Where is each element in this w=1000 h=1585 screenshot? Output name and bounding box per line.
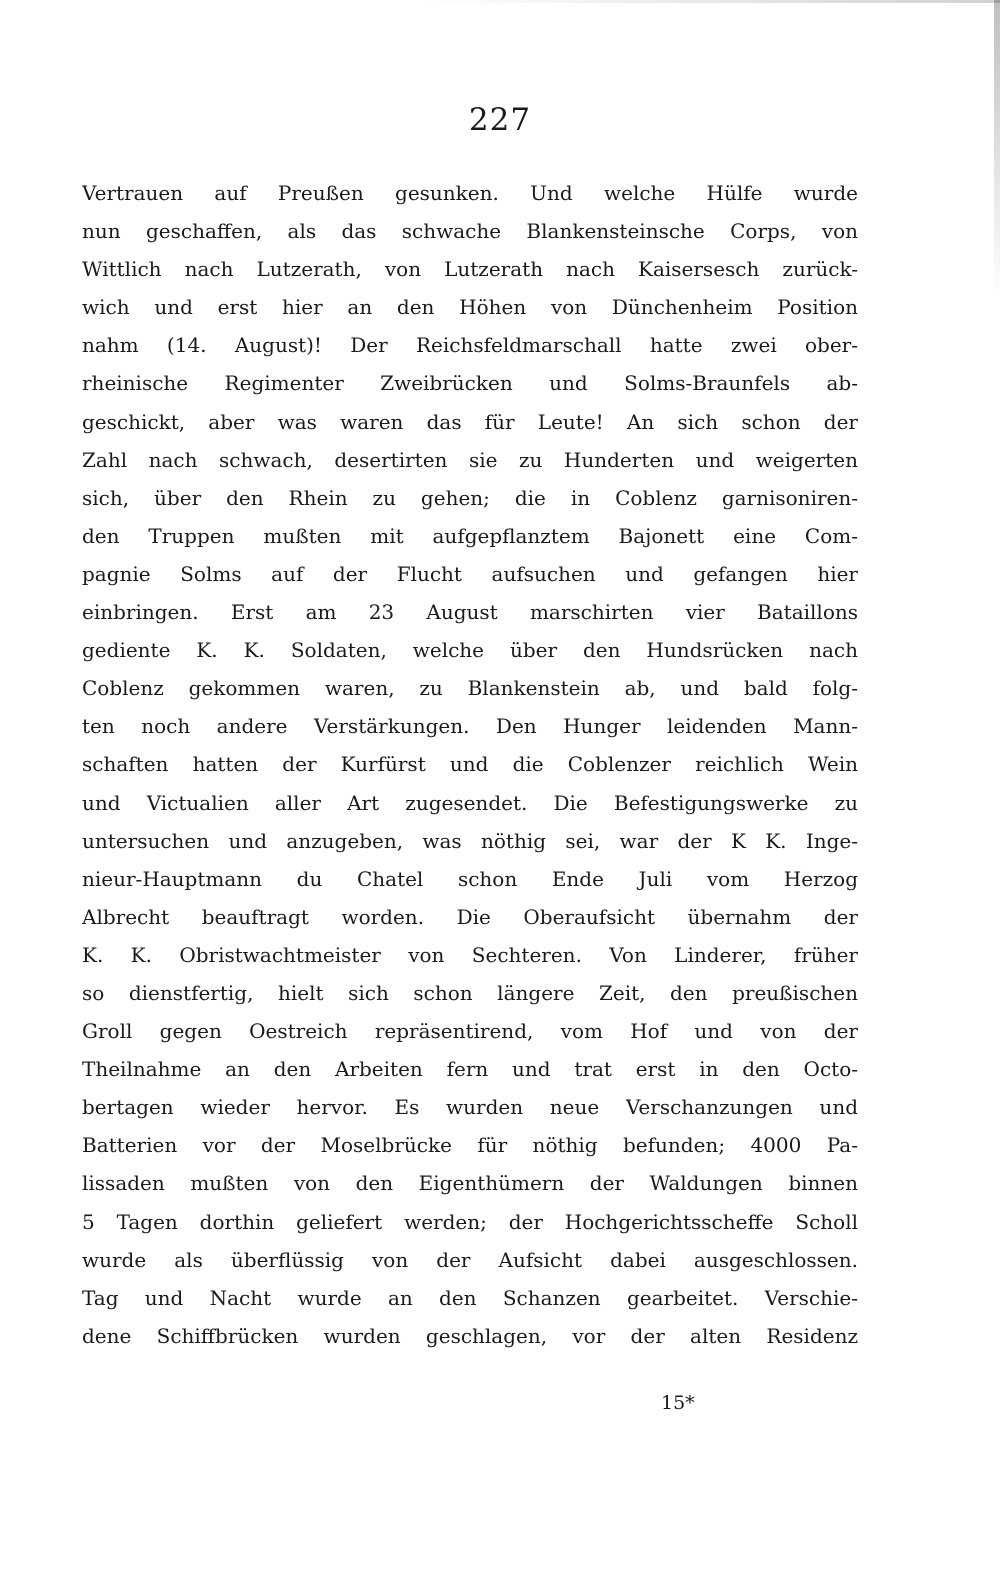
text-line: Theilnahme an den Arbeiten fern und trat erst in den Octo- <box>82 1057 858 1082</box>
text-line: geschickt, aber was waren das für Leute! An sich schon der <box>82 409 858 434</box>
text-line: ten noch andere Verstärkungen. Den Hunger leidenden Mann- <box>82 714 858 739</box>
text-line: Tag und Nacht wurde an den Schanzen gearbeitet. Verschie- <box>82 1285 858 1310</box>
body-text <box>82 174 858 1355</box>
text-line: schaften hatten der Kurfürst und die Coblenzer reichlich Wein <box>82 752 858 777</box>
scan-top-edge-shadow <box>420 0 1000 3</box>
text-line: lissaden mußten von den Eigenthümern der Waldungen binnen <box>82 1171 858 1196</box>
text-line: wurde als überflüssig von der Aufsicht dabei ausgeschlossen. <box>82 1247 858 1272</box>
text-line: dene Schiffbrücken wurden geschlagen, vor der alten Residenz <box>82 1323 858 1348</box>
text-line: nahm (14. August)! Der Reichsfeldmarschall hatte zwei ober- <box>82 333 858 358</box>
text-line: Vertrauen auf Preußen gesunken. Und welche Hülfe wurde <box>82 181 858 205</box>
text-line: Coblenz gekommen waren, zu Blankenstein ab, und bald folg- <box>82 676 858 701</box>
text-line: rheinische Regimenter Zweibrücken und Solms-Braunfels ab- <box>82 371 858 396</box>
text-line: K. K. Obristwachtmeister von Sechteren. Von Linderer, früher <box>82 942 858 967</box>
text-line: gediente K. K. Soldaten, welche über den Hundsrücken nach <box>82 638 858 663</box>
page-number: 227 <box>468 102 532 138</box>
text-line: pagnie Solms auf der Flucht aufsuchen und gefangen hier <box>82 561 858 586</box>
text-line: 5 Tagen dorthin geliefert werden; der Hochgerichtsscheffe Scholl <box>82 1209 858 1234</box>
text-line: bertagen wieder hervor. Es wurden neue Verschanzungen und <box>82 1095 858 1120</box>
text-line: Groll gegen Oestreich repräsentirend, vom Hof und von der <box>82 1019 858 1044</box>
text-line: Zahl nach schwach, desertirten sie zu Hunderten und weigerten <box>82 447 858 472</box>
scan-right-edge-shadow <box>994 0 1000 300</box>
text-line: einbringen. Erst am 23 August marschirten vier Bataillons <box>82 600 858 625</box>
text-line: wich und erst hier an den Höhen von Dünchenheim Position <box>82 295 858 320</box>
text-line: Wittlich nach Lutzerath, von Lutzerath nach Kaisersesch zurück- <box>82 257 858 282</box>
text-line: so dienstfertig, hielt sich schon längere Zeit, den preußischen <box>82 980 858 1005</box>
text-line: und Victualien aller Art zugesendet. Die Befestigungswerke zu <box>82 790 858 815</box>
text-line: Batterien vor der Moselbrücke für nöthig befunden; 4000 Pa- <box>82 1133 858 1158</box>
text-line: sich, über den Rhein zu gehen; die in Coblenz garnisoniren- <box>82 485 858 510</box>
text-line: nieur-Hauptmann du Chatel schon Ende Juli vom Herzog <box>82 866 858 891</box>
text-line: nun geschaffen, als das schwache Blankensteinsche Corps, von <box>82 219 858 244</box>
text-line: Albrecht beauftragt worden. Die Oberaufsicht übernahm der <box>82 904 858 929</box>
text-line: den Truppen mußten mit aufgepflanztem Bajonett eine Com- <box>82 523 858 548</box>
text-line: untersuchen und anzugeben, was nöthig sei, war der K K. Inge- <box>82 828 858 853</box>
printer-signature-mark: 15* <box>661 1392 695 1414</box>
